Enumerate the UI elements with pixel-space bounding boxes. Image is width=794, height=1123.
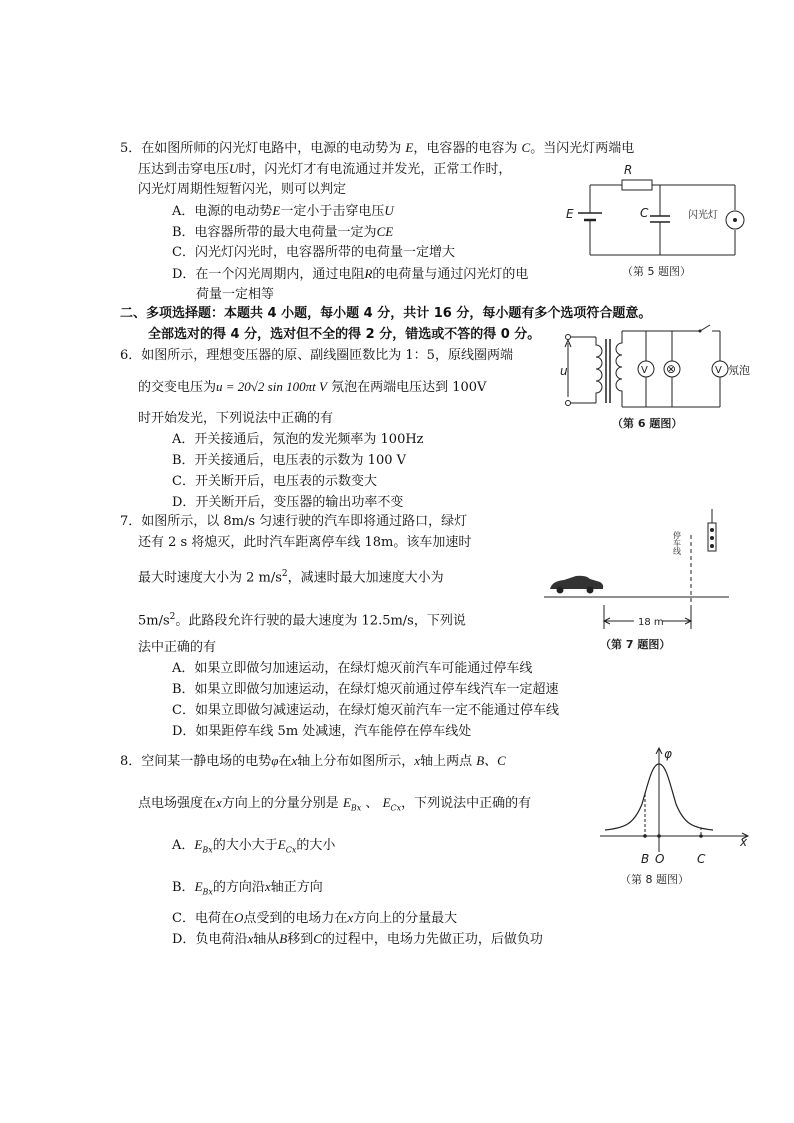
q8-fig-O: O xyxy=(655,852,665,866)
q5-fig-R: R xyxy=(624,163,633,177)
q6-fig-neon-label: 氖泡 xyxy=(728,364,750,377)
q6-fig-voltmeter: V xyxy=(641,365,648,376)
q5-fig-E: E xyxy=(566,207,574,221)
section2-heading-line1: 二、多项选择题：本题共 4 小题，每小题 4 分，共计 16 分，每小题有多个选项符合题意。 xyxy=(120,306,652,321)
q6-fig-bulb: ⊗ xyxy=(666,362,677,376)
q6-option-a: A．开关接通后，氖泡的发光频率为 100Hz xyxy=(172,432,424,447)
q8-fig-phi: φ xyxy=(664,747,672,761)
q8-option-c: C．电荷在O点受到的电场力在x方向上的分量最大 xyxy=(172,910,458,926)
q5-fig-lamp: 闪光灯 xyxy=(688,210,718,221)
q7-line5: 法中正确的有 xyxy=(138,640,217,655)
q7-fig-caption: （第 7 题图） xyxy=(600,638,671,651)
q8-fig-x: x xyxy=(740,835,748,849)
q8-potential-figure xyxy=(600,744,760,892)
q8-option-a: A．$E_{Bx}$的大小大于$E_{Cx}$的大小 xyxy=(172,837,336,855)
q7-line4: $5m/s^2$。此路段允许行驶的最大速度为 12.5m/s，下列说 xyxy=(138,612,466,629)
q5-option-b: B．电容器所带的最大电荷量一定为CE xyxy=(172,224,394,240)
q8-option-d: D．负电荷沿x轴从B移到C的过程中，电场力先做正功，后做负功 xyxy=(172,931,543,947)
q5-line3: 闪光灯周期性短暂闪光，则可以判定 xyxy=(138,182,347,197)
q7-fig-distance: 18 m xyxy=(638,617,664,628)
q7-line3: 最大时速度大小为 2 $m/s^2$，减速时最大加速度大小为 xyxy=(138,569,444,586)
q5-option-a: A．电源的电动势E一定小于击穿电压U xyxy=(172,203,394,219)
q6-transformer-figure xyxy=(560,325,750,433)
q5-line1: 5．在如图所师的闪光灯电路中，电源的电动势为 E，电容器的电容为 C。当闪光灯两端电 xyxy=(120,140,635,156)
q7-line2: 还有 2 s 将熄灭，此时汽车距离停车线 18m。该车加速时 xyxy=(138,535,472,550)
q8-fig-B: B xyxy=(641,852,650,866)
q6-fig-neon-v: V xyxy=(715,365,722,376)
q5-option-d-line1: D．在一个闪光周期内，通过电阻R的电荷量与通过闪光灯的电 xyxy=(172,266,529,282)
q6-option-c: C．开关断开后，电压表的示数变大 xyxy=(172,474,377,489)
q5-line2: 压达到击穿电压U时，闪光灯才有电流通过并发光，正常工作时， xyxy=(138,161,512,177)
q7-road-figure xyxy=(544,505,734,655)
car-icon xyxy=(550,576,603,594)
q6-line2: 的交变电压为u = 20√2 sin 100πt V 氖泡在两端电压达到 100V xyxy=(138,379,487,395)
q7-option-d: D．如果距停车线 5m 处减速，汽车能停在停车线处 xyxy=(172,724,472,739)
q8-option-b: B．$E_{Bx}$的方向沿x轴正方向 xyxy=(172,879,323,897)
q7-line1: 7．如图所示，以 8m/s 匀速行驶的汽车即将通过路口，绿灯 xyxy=(120,514,468,529)
q7-fig-stopline-label: 停车线 xyxy=(672,531,682,555)
q7-option-a: A．如果立即做匀加速运动，在绿灯熄灭前汽车可能通过停车线 xyxy=(172,661,533,676)
section2-heading-line2: 全部选对的得 4 分，选对但不全的得 2 分，错选或不答的得 0 分。 xyxy=(148,327,541,342)
q6-line3: 时开始发光，下列说法中正确的有 xyxy=(138,411,334,426)
q8-fig-caption: （第 8 题图） xyxy=(620,873,689,886)
q6-option-d: D．开关断开后，变压器的输出功率不变 xyxy=(172,495,404,510)
q6-option-b: B．开关接通后，电压表的示数为 100 V xyxy=(172,453,407,468)
q6-fig-caption: （第 6 题图） xyxy=(612,417,683,430)
q6-formula: u = 20√2 sin 100πt V xyxy=(216,379,327,394)
q5-fig-C: C xyxy=(640,206,649,220)
q5-option-d-line2: 荷量一定相等 xyxy=(196,287,275,302)
q8-fig-C: C xyxy=(697,852,706,866)
q6-line1: 6．如图所示，理想变压器的原、副线圈匝数比为 1：5，原线圈两端 xyxy=(120,348,513,363)
q5-circuit-figure xyxy=(560,160,750,282)
q8-line1: 8．空间某一静电场的电势φ在x轴上分布如图所示，x轴上两点 B、C xyxy=(120,753,506,769)
q7-option-c: C．如果立即做匀减速运动，在绿灯熄灭前汽车一定不能通过停车线 xyxy=(172,703,559,718)
q7-option-b: B．如果立即做匀加速运动，在绿灯熄灭前通过停车线汽车一定超速 xyxy=(172,682,559,697)
q5-option-c: C．闪光灯闪光时，电容器所带的电荷量一定增大 xyxy=(172,245,455,260)
q5-fig-caption: （第 5 题图） xyxy=(622,265,691,278)
q6-fig-u: u xyxy=(560,364,568,378)
q8-line2: 点电场强度在x方向上的分量分别是 $E_{Bx}$ 、 $E_{Cx}$，下列说法中正确的有 xyxy=(138,795,532,813)
